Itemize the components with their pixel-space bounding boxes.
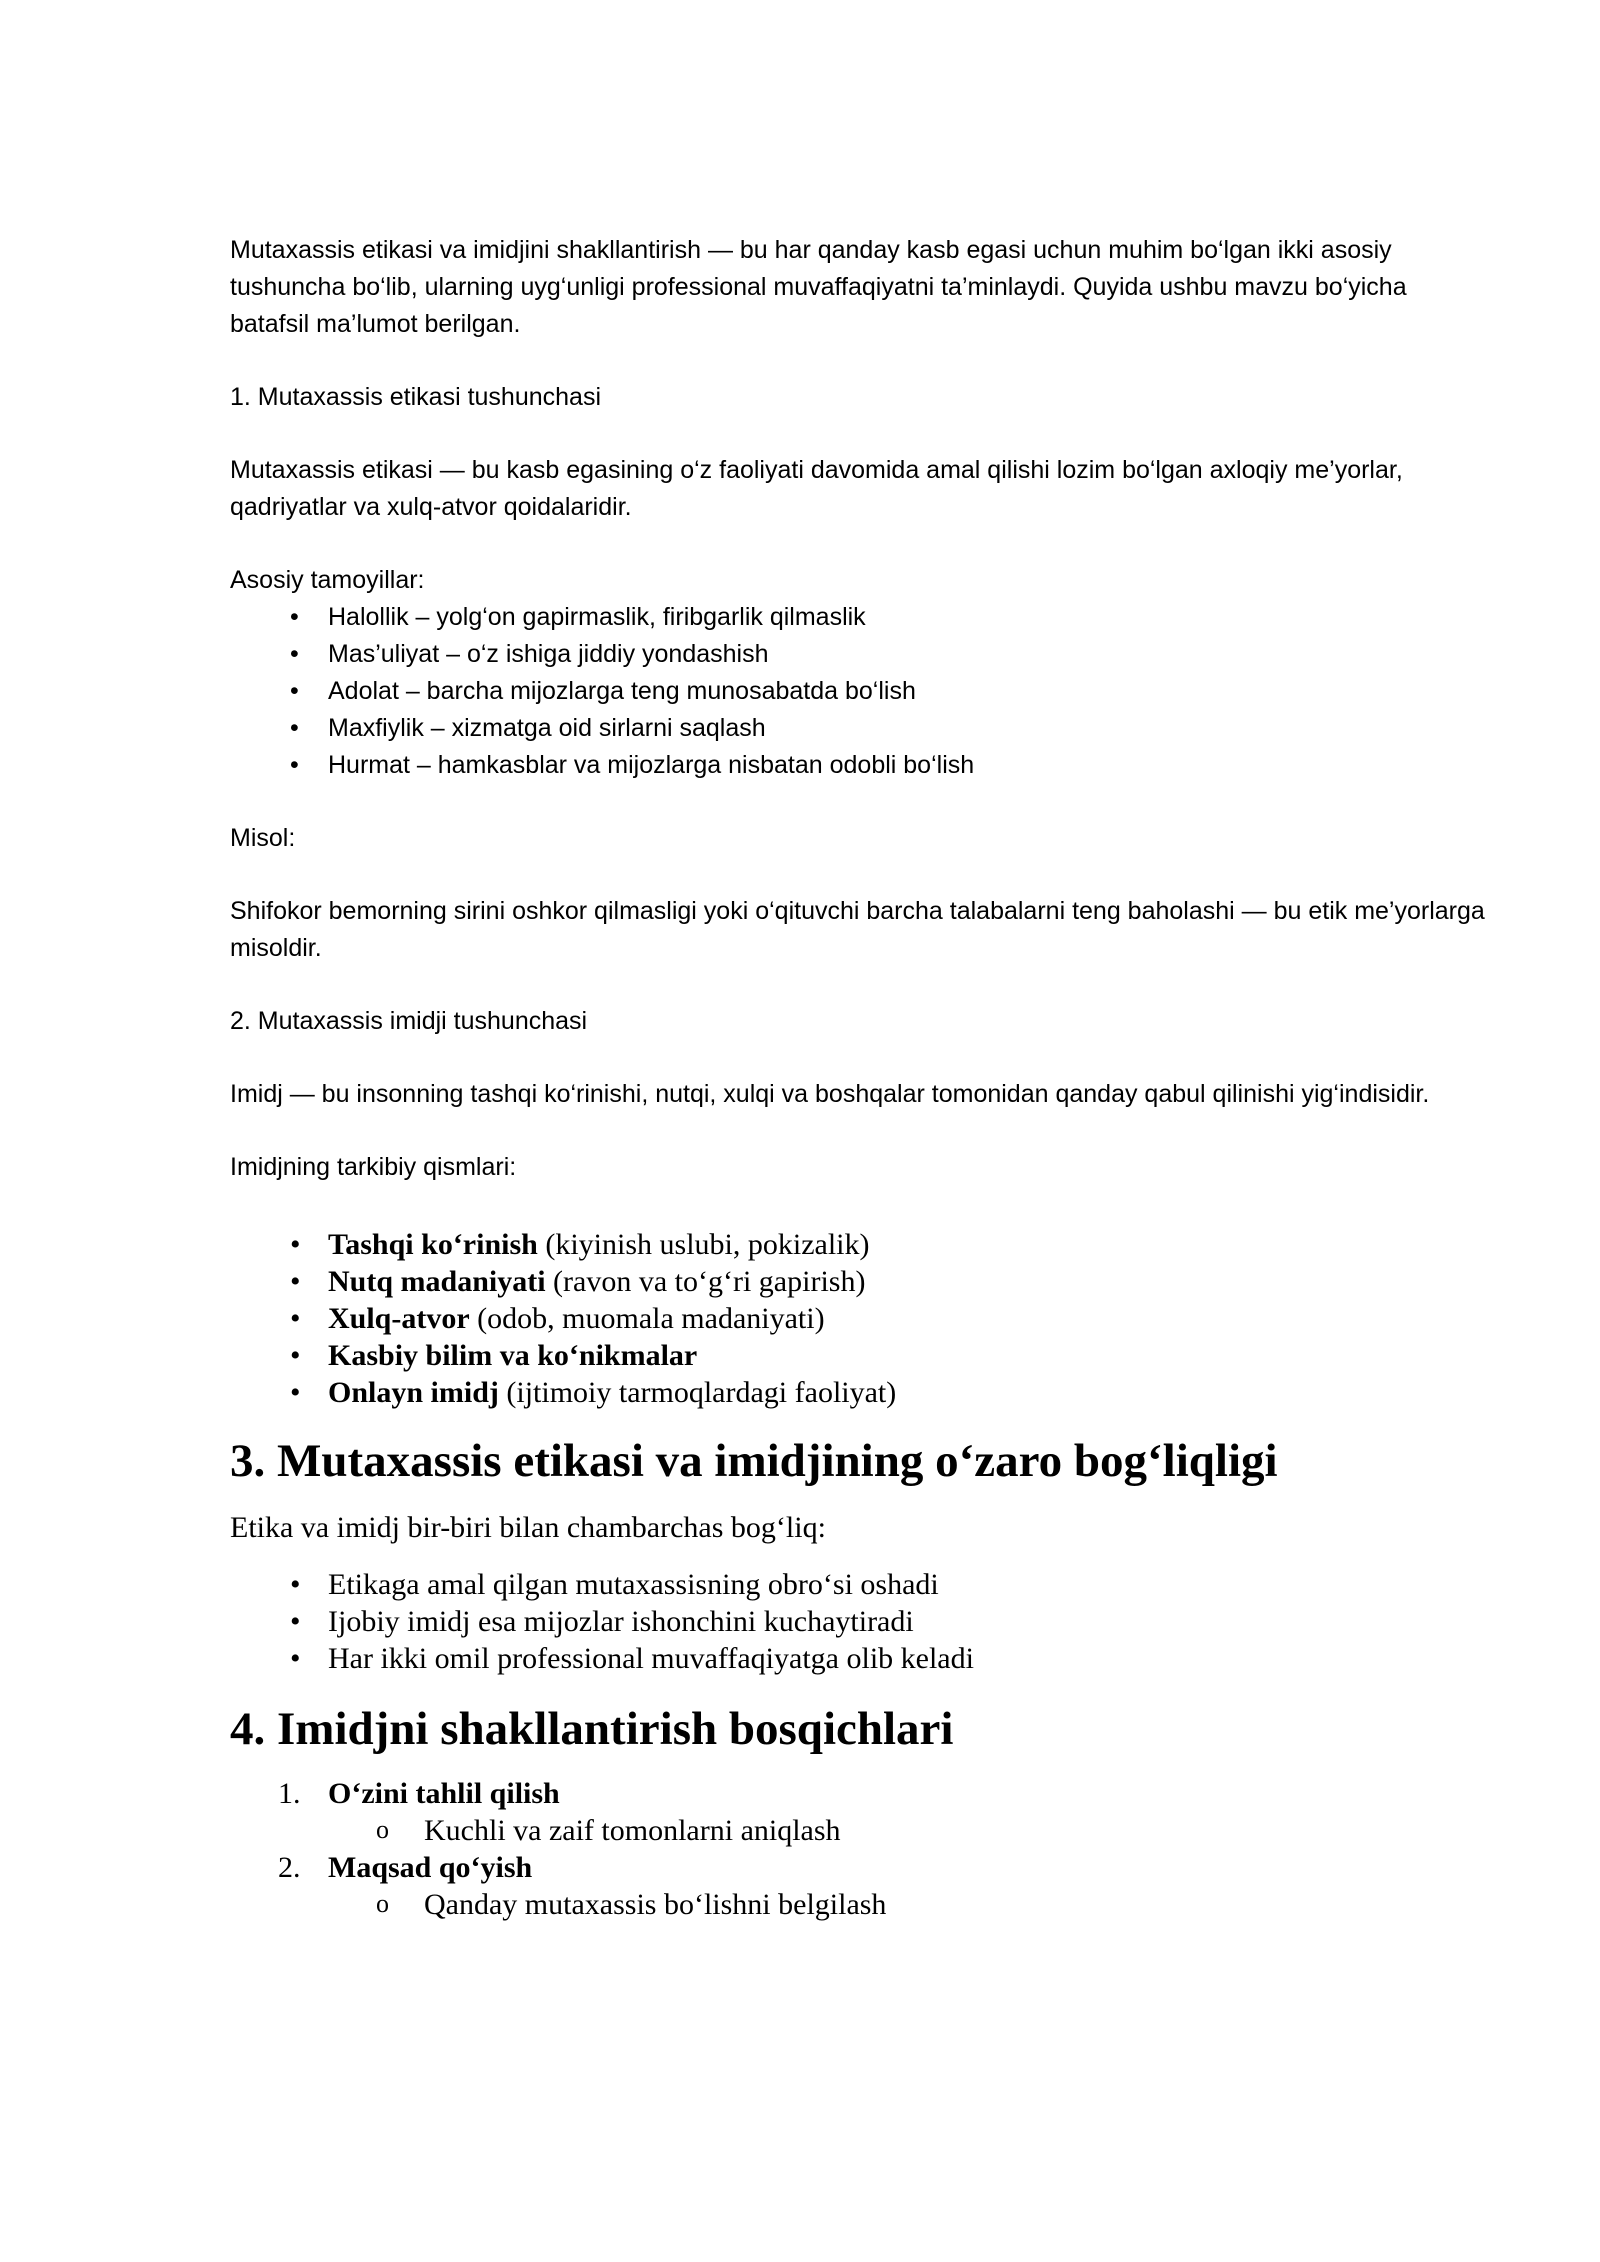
list-item: • Kasbiy bilim va ko‘nikmalar bbox=[290, 1339, 698, 1372]
bullet-icon: • bbox=[290, 1642, 301, 1675]
list-item: • Halollik – yolg‘on gapirmaslik, firibgarlik qilmaslik bbox=[230, 599, 1490, 636]
bullet-icon: • bbox=[290, 751, 299, 779]
list-item: • Adolat – barcha mijozlarga teng munosabatda bo‘lish bbox=[230, 673, 1490, 710]
section2-definition: Imidj — bu insonning tashqi ko‘rinishi, nutqi, xulqi va boshqalar tomonidan qanday qabul qilinishi yig‘indisidir. bbox=[230, 1080, 1430, 1108]
list-item: • Xulq-atvor (odob, muomala madaniyati) bbox=[290, 1302, 825, 1335]
document-body bbox=[230, 232, 1490, 1923]
bullet-icon: • bbox=[290, 677, 299, 705]
step-title: O‘zini tahlil qilish bbox=[328, 1777, 560, 1810]
bullet-icon: • bbox=[290, 603, 299, 631]
principles-label: Asosiy tamoyillar: bbox=[230, 566, 425, 594]
list-item: • Etikaga amal qilgan mutaxassisning obro‘si oshadi bbox=[290, 1568, 939, 1601]
intro-paragraph: Mutaxassis etikasi va imidjini shakllantirish — bu har qanday kasb egasi uchun muhim bo‘lgan ikki asosiy tushuncha bo‘lib, ularning uyg‘unligi professional muvaffaqiyatni ta’minlaydi. Quyida ushbu mavzu bo‘yicha batafsil ma’lumot berilgan. bbox=[230, 236, 1407, 338]
bullet-icon: • bbox=[290, 1339, 301, 1372]
step-title: Maqsad qo‘yish bbox=[328, 1851, 533, 1884]
step-number: 1. bbox=[278, 1777, 301, 1810]
bullet-icon: • bbox=[290, 640, 299, 668]
principles-list bbox=[230, 599, 1490, 784]
bullet-icon: • bbox=[290, 1265, 301, 1298]
section1-heading: 1. Mutaxassis etikasi tushunchasi bbox=[230, 383, 602, 411]
sub-list-item: o Kuchli va zaif tomonlarni aniqlash bbox=[328, 1812, 1490, 1849]
sub-list bbox=[328, 1886, 1490, 1923]
list-item: • Nutq madaniyati (ravon va to‘g‘ri gapirish) bbox=[290, 1265, 866, 1298]
list-item: • Har ikki omil professional muvaffaqiyatga olib keladi bbox=[290, 1642, 974, 1675]
section4-heading: 4. Imidjni shakllantirish bosqichlari bbox=[230, 1703, 954, 1755]
section2-heading: 2. Mutaxassis imidji tushunchasi bbox=[230, 1007, 588, 1035]
list-item: • Onlayn imidj (ijtimoiy tarmoqlardagi faoliyat) bbox=[290, 1376, 897, 1409]
bullet-icon: • bbox=[290, 1376, 301, 1409]
bullet-icon: • bbox=[290, 1228, 301, 1261]
sub-bullet-icon: o bbox=[376, 1815, 389, 1844]
sub-list bbox=[328, 1812, 1490, 1849]
list-item: • Hurmat – hamkasblar va mijozlarga nisbatan odobli bo‘lish bbox=[230, 747, 1490, 784]
list-item bbox=[230, 1849, 1490, 1923]
bullet-icon: • bbox=[290, 1605, 301, 1638]
list-item bbox=[230, 1775, 1490, 1849]
components-label: Imidjning tarkibiy qismlari: bbox=[230, 1153, 517, 1181]
interrelation-list bbox=[230, 1566, 1490, 1677]
example-label: Misol: bbox=[230, 824, 296, 852]
list-item: • Ijobiy imidj esa mijozlar ishonchini kuchaytiradi bbox=[290, 1605, 914, 1638]
step-number: 2. bbox=[278, 1851, 301, 1884]
section3-heading: 3. Mutaxassis etikasi va imidjining o‘zaro bog‘liqligi bbox=[230, 1435, 1278, 1487]
section1-definition: Mutaxassis etikasi — bu kasb egasining o‘z faoliyati davomida amal qilishi lozim bo‘lgan axloqiy me’yorlar, qadriyatlar va xulq-atvor qoidalaridir. bbox=[230, 456, 1403, 521]
components-list bbox=[230, 1226, 1490, 1411]
list-item: • Mas’uliyat – o‘z ishiga jiddiy yondashish bbox=[230, 636, 1490, 673]
steps-list bbox=[230, 1775, 1490, 1923]
bullet-icon: • bbox=[290, 714, 299, 742]
bullet-icon: • bbox=[290, 1568, 301, 1601]
example-paragraph: Shifokor bemorning sirini oshkor qilmasligi yoki o‘qituvchi barcha talabalarni teng baholashi — bu etik me’yorlarga misoldir. bbox=[230, 897, 1485, 962]
bullet-icon: • bbox=[290, 1302, 301, 1335]
sub-bullet-icon: o bbox=[376, 1889, 389, 1918]
sub-list-item: o Qanday mutaxassis bo‘lishni belgilash bbox=[328, 1886, 1490, 1923]
section3-intro: Etika va imidj bir-biri bilan chambarchas bog‘liq: bbox=[230, 1511, 826, 1544]
list-item: • Tashqi ko‘rinish (kiyinish uslubi, pokizalik) bbox=[290, 1228, 870, 1261]
list-item: • Maxfiylik – xizmatga oid sirlarni saqlash bbox=[230, 710, 1490, 747]
